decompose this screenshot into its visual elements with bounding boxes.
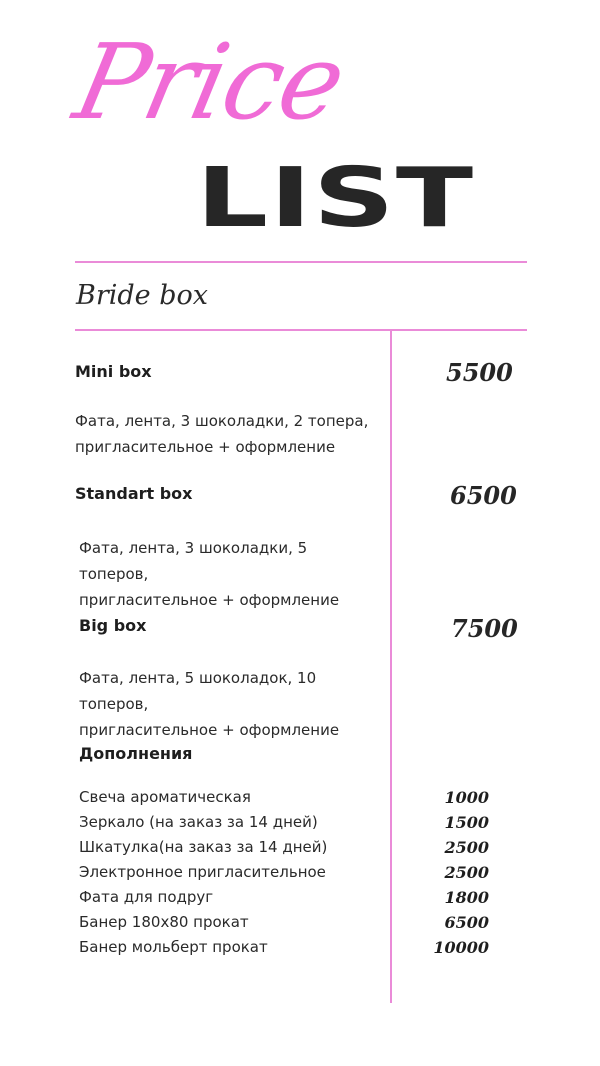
extras-row bbox=[79, 938, 499, 963]
extras-row bbox=[79, 913, 499, 938]
top-divider bbox=[75, 261, 527, 263]
extras-row bbox=[79, 863, 499, 888]
box-description-line: Фата, лента, 3 шоколадки, 2 топера, bbox=[75, 412, 369, 430]
extras-item-price: 1500 bbox=[444, 813, 489, 832]
box-price-standart: 6500 bbox=[450, 481, 517, 510]
extras-item-label: Фата для подруг bbox=[79, 888, 214, 906]
box-description-standart bbox=[79, 535, 379, 613]
box-description-line: пригласительное + оформление bbox=[79, 591, 340, 609]
extras-title: Дополнения bbox=[79, 744, 193, 763]
box-name-big: Big box bbox=[79, 616, 147, 635]
box-price-big: 7500 bbox=[451, 614, 518, 643]
extras-item-price: 10000 bbox=[433, 938, 489, 957]
box-description-line: пригласительное + оформление bbox=[79, 721, 340, 739]
box-description-mini bbox=[75, 408, 375, 460]
box-name-mini: Mini box bbox=[75, 362, 152, 381]
extras-item-label: Свеча ароматическая bbox=[79, 788, 251, 806]
extras-row bbox=[79, 838, 499, 863]
extras-row bbox=[79, 788, 499, 813]
extras-item-label: Зеркало (на заказ за 14 дней) bbox=[79, 813, 318, 831]
box-name-standart: Standart box bbox=[75, 484, 193, 503]
extras-item-price: 1800 bbox=[444, 888, 489, 907]
extras-item-price: 1000 bbox=[444, 788, 489, 807]
extras-item-label: Банер мольберт прокат bbox=[79, 938, 268, 956]
box-description-line: пригласительное + оформление bbox=[75, 438, 336, 456]
section-title: Bride box bbox=[76, 280, 208, 311]
box-description-line: Фата, лента, 5 шоколадок, 10 топеров, bbox=[79, 669, 317, 713]
extras-item-label: Банер 180х80 прокат bbox=[79, 913, 249, 931]
price-script-title: Price bbox=[65, 21, 354, 143]
extras-item-label: Шкатулка(на заказ за 14 дней) bbox=[79, 838, 328, 856]
box-price-mini: 5500 bbox=[446, 358, 513, 387]
extras-item-label: Электронное пригласительное bbox=[79, 863, 326, 881]
extras-row bbox=[79, 813, 499, 838]
extras-item-price: 6500 bbox=[444, 913, 489, 932]
extras-item-price: 2500 bbox=[444, 863, 489, 882]
section-divider bbox=[75, 329, 527, 331]
extras-list bbox=[79, 788, 499, 963]
extras-row bbox=[79, 888, 499, 913]
list-title: LIST bbox=[196, 151, 475, 246]
box-description-big bbox=[79, 665, 379, 743]
box-description-line: Фата, лента, 3 шоколадки, 5 топеров, bbox=[79, 539, 308, 583]
extras-item-price: 2500 bbox=[444, 838, 489, 857]
